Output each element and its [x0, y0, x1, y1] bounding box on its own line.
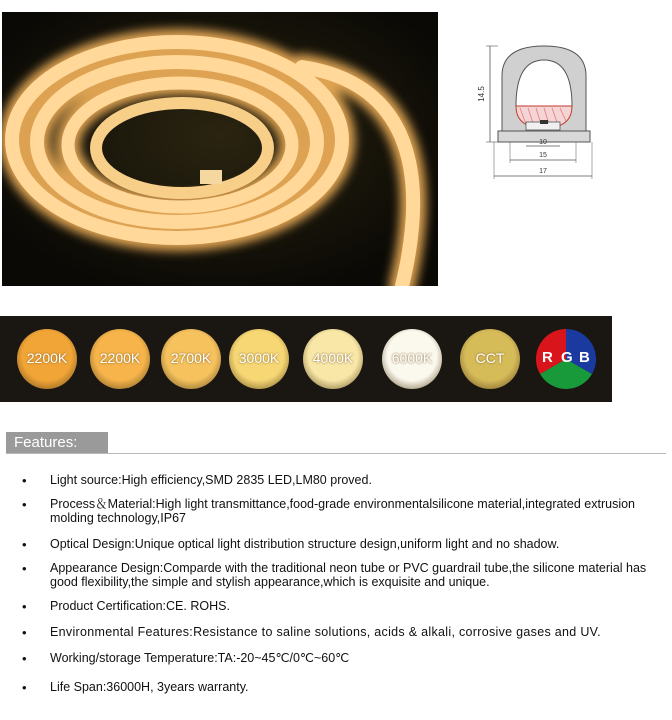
bullet-icon: •: [22, 599, 27, 614]
feature-text: Environmental Features:Resistance to saline solutions, acids & alkali, corrosive gases and UV.: [50, 625, 601, 639]
features-heading: Features:: [6, 432, 108, 454]
swatch-label: 2200K: [99, 350, 141, 366]
feature-text: Product Certification:CE. ROHS.: [50, 599, 230, 613]
bullet-icon: •: [22, 497, 27, 512]
profile-cross-section-diagram: [468, 36, 618, 186]
swatch-cct: [460, 329, 520, 389]
swatch-rgb: [536, 329, 596, 389]
swatch-2700k: [161, 329, 221, 389]
outer-width-dimension: 17: [539, 168, 547, 175]
height-dimension: 14.5: [477, 86, 486, 102]
feature-text: Life Span:36000H, 3years warranty.: [50, 680, 249, 694]
bullet-icon: •: [22, 651, 27, 666]
swatch-label: 2700K: [170, 350, 212, 366]
swatch-3000k: [229, 329, 289, 389]
color-temperature-bar: [0, 316, 612, 402]
swatch-2200k-a: [17, 329, 77, 389]
feature-text: Process＆Material:High light transmittance,food-grade environmentalsilicone material,integrated extrusion molding technology,IP67: [50, 497, 636, 525]
feature-text: Working/storage Temperature:TA:-20~45℃/0℃~60℃: [50, 651, 350, 665]
rgb-letter-r: R: [542, 349, 553, 366]
swatch-label: CCT: [475, 350, 505, 366]
rgb-letter-b: B: [579, 349, 590, 366]
swatch-label: 4000K: [312, 350, 354, 366]
bullet-icon: •: [22, 561, 27, 576]
swatch-6000k: [382, 329, 442, 389]
swatch-label: 3000K: [238, 350, 280, 366]
product-photo: [2, 12, 438, 286]
bullet-icon: •: [22, 680, 27, 695]
feature-text: Light source:High efficiency,SMD 2835 LED,LM80 proved.: [50, 473, 372, 487]
bullet-icon: •: [22, 625, 27, 640]
features-divider: [6, 453, 666, 454]
rgb-letter-g: G: [561, 349, 573, 366]
mid-width-dimension: 15: [539, 152, 547, 159]
swatch-4000k: [303, 329, 363, 389]
swatch-label: 2200K: [26, 350, 68, 366]
swatch-label: 6000K: [391, 350, 433, 366]
bullet-icon: •: [22, 473, 27, 488]
swatch-2200k-b: [90, 329, 150, 389]
bullet-icon: •: [22, 537, 27, 552]
feature-text: Appearance Design:Comparde with the traditional neon tube or PVC guardrail tube,the silicone material has good flexibility,the simple and stylish appearance,which is exquisite and unique.: [50, 561, 647, 589]
inner-width-dimension: 10: [539, 139, 547, 146]
feature-text: Optical Design:Unique optical light distribution structure design,uniform light and no shadow.: [50, 537, 560, 551]
neon-strip-coil-image: [2, 12, 438, 286]
